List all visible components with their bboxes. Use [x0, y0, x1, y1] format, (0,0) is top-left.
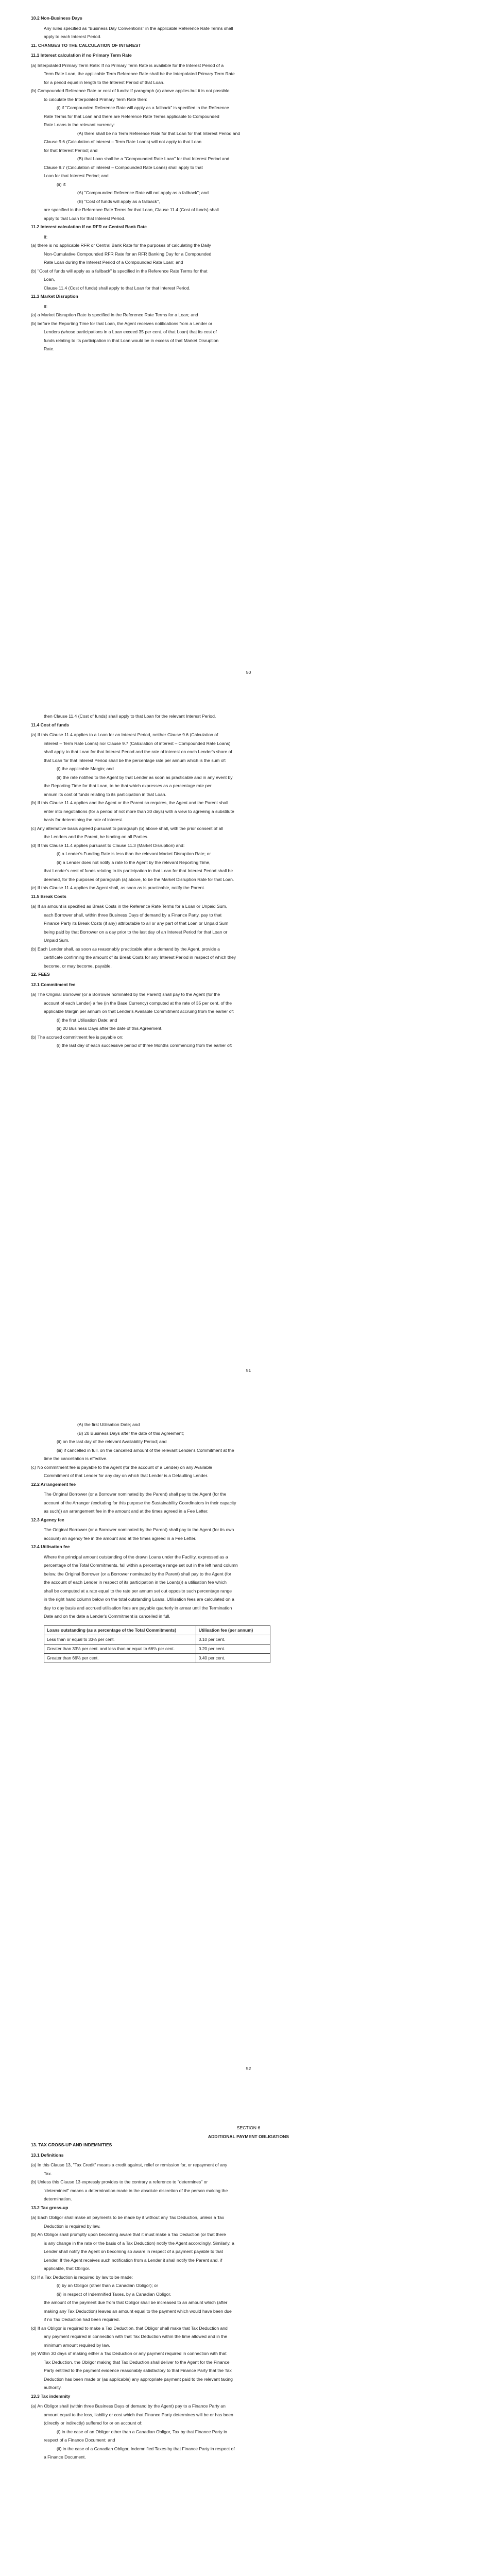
utilisation-fee-table — [44, 1625, 270, 1663]
text-line: are specified in the Reference Rate Terms for that Loan, Clause 11.4 (Cost of funds) shall — [44, 207, 219, 212]
text-line: basis for determining the rate of interest. — [44, 817, 123, 822]
text-line: 11.4 Cost of funds — [31, 722, 70, 727]
text-line: 13. TAX GROSS-UP AND INDEMNITIES — [31, 2142, 112, 2147]
text-line: (ii) in respect of Indemnified Taxes, by a Canadian Obligor, — [57, 2291, 172, 2297]
text-line: The Original Borrower (or a Borrower nominated by the Parent) shall pay to the Agent (for its own — [44, 1527, 234, 1532]
text-line: (a) In this Clause 13, "Tax Credit" means a credit against, relief or remission for, or repayment of any — [31, 2162, 228, 2167]
text-line: (i) by an Obligor (other than a Canadian Obligor); or — [57, 2283, 158, 2288]
text-line: 11.5 Break Costs — [31, 893, 66, 899]
text-line: Clause 11.4 (Cost of funds) shall apply to that Loan for that Interest Period. — [44, 285, 191, 291]
text-line: for a period equal in length to the Interest Period of that Loan. — [44, 79, 165, 85]
text-line: being paid by that Borrower on a day prior to the last day of an Interest Period for that Loan or — [44, 929, 228, 935]
text-line: (b) Unless this Clause 13 expressly provides to the contrary a reference to "determines" or — [31, 2179, 208, 2184]
text-line: a Finance Document. — [44, 2454, 86, 2460]
text-line: (e) If this Clause 11.4 applies the Agent shall, as soon as is practicable, notify the Parent. — [31, 885, 205, 890]
text-line: certificate confirming the amount of its Break Costs for any Interest Period in respect of which they — [44, 955, 236, 960]
text-line: Date and on the date a Lender's Commitment is cancelled in full. — [44, 1614, 170, 1619]
text-line: Rate Terms for that Loan and there are Reference Rate Terms applicable to Compounded — [44, 113, 219, 119]
text-line: (a) Each Obligor shall make all payments to be made by it without any Tax Deduction, unless a Tax — [31, 2215, 225, 2220]
text-line: Any rules specified as "Business Day Conventions" in the applicable Reference Rate Terms shall — [44, 25, 233, 31]
text-line: in the right hand column below on the total outstanding Loans. Utilisation fees are calculated on a — [44, 1597, 234, 1602]
table-cell: 0.40 per cent. — [196, 1653, 270, 1663]
text-line: SECTION 6 — [236, 2125, 261, 2130]
text-line: determination. — [44, 2196, 72, 2201]
text-line: (i) the last day of each successive period of three Months commencing from the earlier of: — [57, 1043, 232, 1048]
text-line: Where the principal amount outstanding of the drawn Loans under the Facility, expressed as a — [44, 1554, 228, 1560]
text-line: amount equal to the loss, liability or cost which that Finance Party determines will be or has been — [44, 2412, 233, 2417]
text-line: (a) a Market Disruption Rate is specified in the Reference Rate Terms for a Loan; and — [31, 312, 198, 317]
text-line: the Lenders and the Parent, be binding on all Parties. — [44, 834, 149, 839]
text-line: 12.2 Arrangement fee — [31, 1481, 76, 1487]
text-line: for that Interest Period; and — [44, 147, 98, 153]
text-line: 12.3 Agency fee — [31, 1517, 64, 1522]
text-line: (e) Within 30 days of making either a Tax Deduction or any payment required in connection with that — [31, 2351, 227, 2356]
text-line: (A) the first Utilisation Date; and — [77, 1422, 140, 1427]
text-line: applicable Margin per annum on that Lender's Available Commitment accruing from the earlier of: — [44, 1009, 234, 1014]
text-line: (ii) if: — [57, 181, 66, 187]
text-line: (B) "Cost of funds will apply as a fallback", — [77, 198, 160, 204]
text-line: (b) An Obligor shall promptly upon becoming aware that it must make a Tax Deduction (or that there — [31, 2232, 226, 2237]
text-line: account of the Arranger (excluding for this purpose the Sustainability Coordinators in their capacity — [44, 1500, 236, 1505]
text-line: authority. — [44, 2385, 62, 2390]
text-line: (c) No commitment fee is payable to the Agent (for the account of a Lender) on any Available — [31, 1464, 212, 1470]
text-line: (b) Compounded Reference Rate or cost of funds: If paragraph (a) above applies but it is not possible — [31, 88, 230, 93]
text-line: making any Tax Deduction) leaves an amount equal to the payment which would have been due — [44, 2308, 232, 2314]
text-line: any payment required in connection with that Tax Deduction within the time allowed and in the — [44, 2334, 228, 2339]
text-line: (i) the first Utilisation Date; and — [57, 1017, 117, 1023]
text-line: Lender. If the Agent receives such notification from a Lender it shall notify the Parent and, if — [44, 2257, 222, 2263]
text-line: Tax. — [44, 2171, 52, 2176]
text-line: is any change in the rate or the basis of a Tax Deduction) notify the Agent accordingly. Similarly, a — [44, 2240, 234, 2246]
text-line: Clause 9.7 (Calculation of interest – Compounded Rate Loans) shall apply to that — [44, 164, 203, 170]
text-line: Rate Loan during the Interest Period of a Compounded Rate Loan; and — [44, 260, 183, 265]
text-line: (b) "Cost of funds will apply as a fallback" is specified in the Reference Rate Terms for that — [31, 268, 208, 274]
text-line: that Lender's cost of funds relating to its participation in that Loan for that Interest Period shall be — [44, 868, 233, 873]
text-line: Lender shall notify the Agent on becoming so aware in respect of a payment payable to that — [44, 2249, 223, 2254]
text-line: percentage of the Total Commitments, fall within a percentage range set out in the left hand column — [44, 1563, 238, 1568]
text-line: (b) before the Reporting Time for that Loan, the Agent receives notifications from a Lender or — [31, 320, 213, 326]
table-header-cell: Utilisation fee (per annum) — [196, 1625, 270, 1635]
text-line: (A) "Compounded Reference Rate will not apply as a fallback"; and — [77, 190, 209, 195]
text-line: time the cancellation is effective. — [44, 1456, 108, 1461]
text-line: day to day basis and accrued utilisation fees are payable quarterly in arrear until the Termination — [44, 1605, 232, 1611]
text-line: Non-Cumulative Compounded RFR Rate for an RFR Banking Day for a Compounded — [44, 251, 212, 257]
table-header-cell: Loans outstanding (as a percentage of the Total Commitments) — [44, 1625, 196, 1635]
text-line: (c) If a Tax Deduction is required by law to be made: — [31, 2274, 133, 2280]
text-line: 13.3 Tax indemnity — [31, 2393, 71, 2399]
text-line: (directly or indirectly) suffered for or on account of: — [44, 2420, 143, 2426]
text-line: apply to each Interest Period. — [44, 34, 101, 39]
text-line: apply to that Loan for that Interest Period. — [44, 215, 126, 221]
text-line: that Loan for that Interest Period shall be the percentage rate per annum which is the sum of: — [44, 757, 226, 763]
text-line: Lenders (whose participations in a Loan exceed 35 per cent. of that Loan) that its cost of — [44, 329, 217, 334]
text-line: minimum amount required by law. — [44, 2342, 110, 2348]
text-line: (ii) in the case of a Canadian Obligor, Indemnified Taxes by that Finance Party in respect of — [57, 2446, 235, 2451]
text-line: funds relating to its participation in that Loan would be in excess of that Market Disruption — [44, 337, 219, 343]
page-number: 50 — [246, 670, 251, 675]
text-line: Term Rate Loan, the applicable Term Reference Rate shall be the Interpolated Primary Term Rate — [44, 71, 235, 76]
text-line: account of each Lender) a fee (in the Base Currency) computed at the rate of 35 per cent. of the — [44, 1000, 232, 1006]
text-line: to calculate the Interpolated Primary Term Rate then: — [44, 96, 147, 102]
text-line: annum its cost of funds relating to its participation in that Loan. — [44, 791, 166, 797]
page-number: 52 — [246, 2066, 251, 2071]
text-line: the account of each Lender in respect of its participation in the Loan(s)) a utilisation fee which — [44, 1580, 227, 1585]
text-line: Loan for that Interest Period; and — [44, 173, 109, 178]
table-cell: Greater than 33⅓ per cent. and less than or equal to 66⅔ per cent. — [44, 1644, 196, 1653]
text-line: Party entitled to the payment evidence reasonably satisfactory to that Finance Party that the Tax — [44, 2368, 232, 2373]
text-line: account) an agency fee in the amount and at the times agreed in a Fee Letter. — [44, 1535, 197, 1541]
text-line: 11. CHANGES TO THE CALCULATION OF INTEREST — [31, 42, 141, 48]
table-cell: 0.10 per cent. — [196, 1635, 270, 1644]
text-line: Rate Loans in the relevant currency: — [44, 122, 115, 127]
text-line: Tax Deduction, the Obligor making that Tax Deduction shall deliver to the Agent for the Finance — [44, 2359, 230, 2365]
text-line: interest – Term Rate Loans) nor Clause 9.7 (Calculation of interest – Compounded Rate Loans) — [44, 740, 231, 746]
text-line: (a) If an amount is specified as Break Costs in the Reference Rate Terms for a Loan or Unpaid Sum, — [31, 904, 228, 909]
text-line: (B) that Loan shall be a "Compounded Rate Loan" for that Interest Period and — [77, 156, 230, 161]
text-line: Loan, — [44, 277, 55, 282]
text-line: shall apply to that Loan for that Interest Period and the rate of interest on each Lender's share of — [44, 749, 232, 754]
text-line: ADDITIONAL PAYMENT OBLIGATIONS — [208, 2133, 289, 2139]
text-line: (d) If an Obligor is required to make a Tax Deduction, that Obligor shall make that Tax Deduction and — [31, 2325, 228, 2331]
text-line: become, or may become, payable. — [44, 963, 112, 969]
text-line: (c) Any alternative basis agreed pursuant to paragraph (b) above shall, with the prior consent of all — [31, 825, 224, 831]
page-number: 51 — [246, 1368, 251, 1373]
table-row — [44, 1635, 270, 1644]
text-line: (a) If this Clause 11.4 applies to a Loan for an Interest Period, neither Clause 9.6 (Calculation of — [31, 732, 218, 737]
text-line: The Original Borrower (or a Borrower nominated by the Parent) shall pay to the Agent (for the — [44, 1492, 227, 1497]
text-line: Rate. — [44, 346, 55, 351]
text-line: (d) If this Clause 11.4 applies pursuant to Clause 11.3 (Market Disruption) and: — [31, 842, 185, 848]
text-line: (a) The Original Borrower (or a Borrower nominated by the Parent) shall pay to the Agent (for the — [31, 992, 220, 997]
text-line: then Clause 11.4 (Cost of funds) shall apply to that Loan for the relevant Interest Period. — [44, 714, 216, 719]
text-line: 12.4 Utilisation fee — [31, 1544, 70, 1549]
text-line: 11.1 Interest calculation if no Primary Term Rate — [31, 53, 132, 58]
text-line: Deduction is required by law. — [44, 2223, 100, 2229]
text-line: (a) there is no applicable RFR or Central Bank Rate for the purposes of calculating the Daily — [31, 243, 211, 248]
text-line: If: — [44, 234, 48, 240]
text-line: Deduction has been made or (as applicable) any appropriate payment paid to the relevant taxing — [44, 2376, 233, 2382]
text-line: (iii) if cancelled in full, on the cancelled amount of the relevant Lender's Commitment at the — [57, 1447, 234, 1453]
text-line: 12.1 Commitment fee — [31, 981, 76, 987]
text-line: "determined" means a determination made in the absolute discretion of the person making the — [44, 2188, 228, 2193]
text-line: (b) Each Lender shall, as soon as reasonably practicable after a demand by the Agent, provide a — [31, 946, 220, 952]
text-line: (B) 20 Business Days after the date of this Agreement; — [77, 1430, 184, 1436]
text-line: the amount of the payment due from that Obligor shall be increased to an amount which (after — [44, 2300, 228, 2305]
table-row — [44, 1653, 270, 1663]
table-header-row — [44, 1625, 270, 1635]
text-line: 10.2 Non-Business Days — [31, 15, 82, 21]
text-line: 13.2 Tax gross-up — [31, 2205, 68, 2210]
text-line: Clause 9.6 (Calculation of interest – Term Rate Loans) will not apply to that Loan — [44, 139, 202, 144]
table-cell: Less than or equal to 33⅓ per cent. — [44, 1635, 196, 1644]
text-line: (ii) on the last day of the relevant Availability Period; and — [57, 1439, 167, 1444]
text-line: (ii) 20 Business Days after the date of this Agreement. — [57, 1026, 163, 1031]
text-line: (i) if "Compounded Reference Rate will apply as a fallback" is specified in the Reference — [57, 105, 229, 110]
text-line: below, the Original Borrower (or a Borrower nominated by the Parent) shall pay to the Agent (for — [44, 1571, 231, 1577]
text-line: Finance Party its Break Costs (if any) attributable to all or any part of that Loan or Unpaid Sum — [44, 921, 229, 926]
text-line: applicable, that Obligor. — [44, 2266, 90, 2271]
text-line: (i) a Lender's Funding Rate is less than the relevant Market Disruption Rate; or — [57, 851, 211, 856]
text-line: (A) there shall be no Term Reference Rate for that Loan for that Interest Period and — [77, 130, 241, 136]
text-line: (b) If this Clause 11.4 applies and the Agent or the Parent so requires, the Agent and the Parent shall — [31, 800, 228, 805]
text-line: (b) The accrued commitment fee is payable on: — [31, 1034, 124, 1040]
text-line: shall be computed at a rate equal to the rate per annum set out opposite such percentage range — [44, 1588, 232, 1594]
text-line: If: — [44, 303, 48, 309]
text-line: Commitment of that Lender for any day on which that Lender is a Defaulting Lender. — [44, 1473, 209, 1478]
text-line: 13.1 Definitions — [31, 2152, 64, 2158]
text-line: the Reporting Time for that Loan, to be that which expresses as a percentage rate per — [44, 783, 212, 788]
text-line: enter into negotiations (for a period of not more than 30 days) with a view to agreeing a substitute — [44, 808, 234, 814]
text-line: respect of a Finance Document; and — [44, 2437, 115, 2443]
text-line: (i) in the case of an Obligor other than a Canadian Obligor, Tax by that Finance Party in — [57, 2429, 227, 2434]
text-line: if no Tax Deduction had been required. — [44, 2317, 120, 2322]
text-line: 12. FEES — [31, 972, 50, 977]
text-line: as such)) an arrangement fee in the amount and at the times agreed in a Fee Letter. — [44, 1509, 209, 1514]
text-line: each Borrower shall, within three Business Days of demand by a Finance Party, pay to that — [44, 912, 222, 918]
table-cell: 0.20 per cent. — [196, 1644, 270, 1653]
text-line: (ii) the rate notified to the Agent by that Lender as soon as practicable and in any event by — [57, 774, 233, 780]
text-line: Unpaid Sum. — [44, 938, 70, 943]
text-line: 11.3 Market Disruption — [31, 294, 78, 299]
table-cell: Greater than 66⅔ per cent. — [44, 1653, 196, 1663]
text-line: deemed, for the purposes of paragraph (a) above, to be the Market Disruption Rate for that Loan. — [44, 876, 234, 882]
text-line: (ii) a Lender does not notify a rate to the Agent by the relevant Reporting Time, — [57, 859, 211, 865]
text-line: (a) Interpolated Primary Term Rate: If no Primary Term Rate is available for the Interest Period of a — [31, 62, 224, 68]
text-line: (i) the applicable Margin; and — [57, 766, 114, 771]
text-line: (a) An Obligor shall (within three Business Days of demand by the Agent) pay to a Finance Party an — [31, 2403, 226, 2409]
table-row — [44, 1644, 270, 1653]
text-line: 11.2 Interest calculation if no RFR or Central Bank Rate — [31, 224, 147, 229]
